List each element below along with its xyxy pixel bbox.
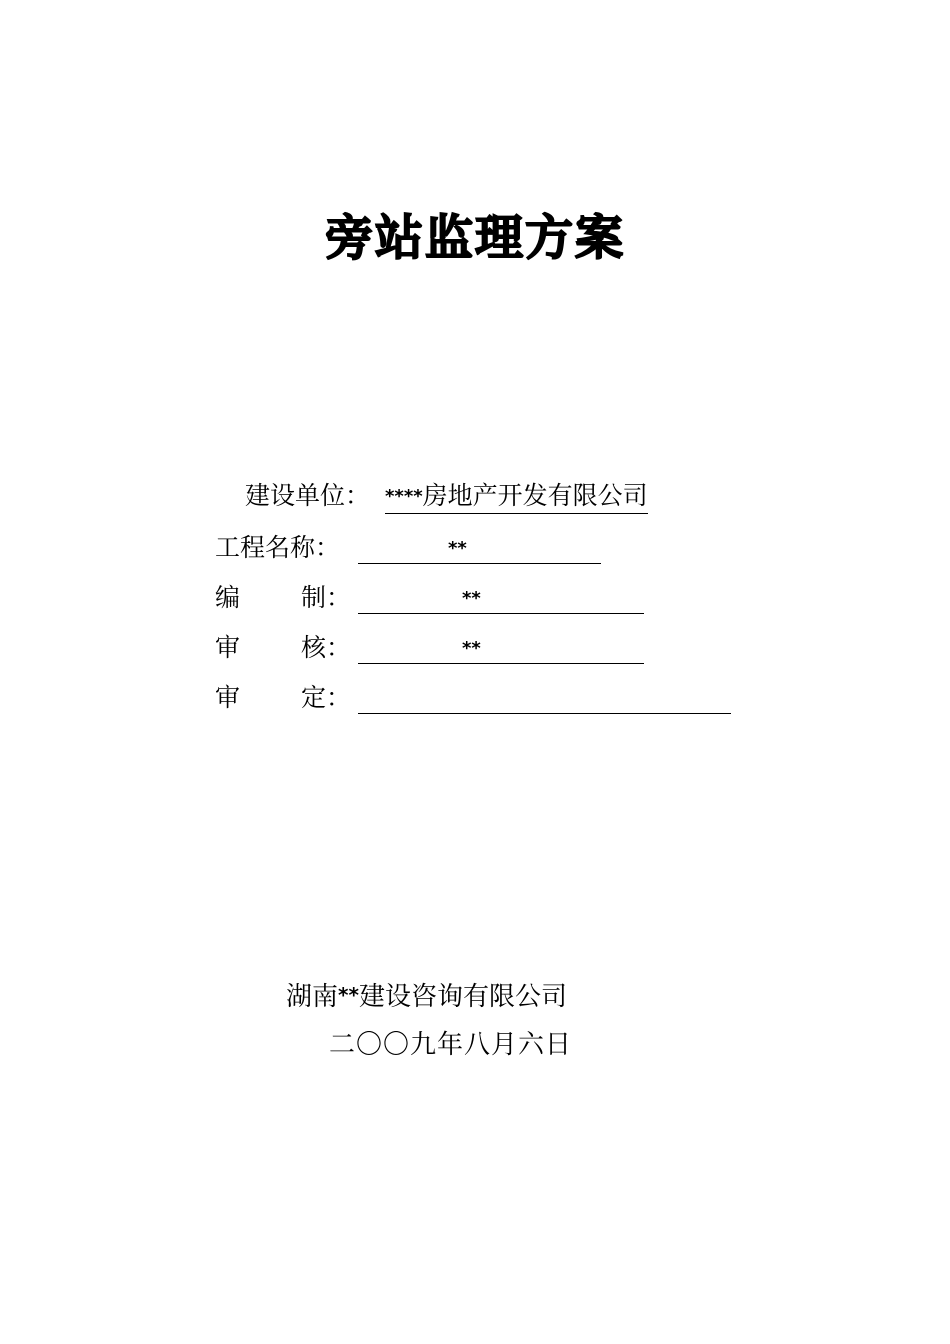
reviewed-by-label-char-2: 核 xyxy=(301,633,327,662)
construction-unit-name: 房地产开发有限公司 xyxy=(422,481,648,510)
issue-date: 二〇〇九年八月六日 xyxy=(329,1030,573,1060)
issuing-company-suffix: 建设咨询有限公司 xyxy=(358,982,567,1012)
prepared-by-row xyxy=(215,583,655,613)
issuing-company xyxy=(286,978,567,1014)
prepared-by-value: ** xyxy=(462,588,481,609)
prepared-by-field xyxy=(358,585,644,614)
approved-by-row xyxy=(215,683,735,713)
reviewed-by-value: ** xyxy=(462,638,481,659)
document-title: 旁站监理方案 xyxy=(324,210,625,266)
issuing-company-stars: ** xyxy=(338,983,359,1007)
project-name-colon: ： xyxy=(315,533,341,562)
construction-unit-colon: ： xyxy=(345,481,371,510)
reviewed-by-colon: ： xyxy=(326,633,352,662)
project-name-label: 工程名称 xyxy=(215,533,316,562)
construction-unit-value xyxy=(385,481,648,514)
approved-by-label-char-1: 审 xyxy=(215,683,241,712)
reviewed-by-label-char-1: 审 xyxy=(215,633,241,662)
construction-unit-stars: **** xyxy=(385,486,423,507)
project-name-field xyxy=(358,535,601,564)
construction-unit-row xyxy=(245,481,725,511)
prepared-by-label-char-1: 编 xyxy=(215,583,241,612)
prepared-by-colon: ： xyxy=(326,583,352,612)
approved-by-field xyxy=(358,685,731,714)
reviewed-by-field xyxy=(358,635,644,664)
reviewed-by-row xyxy=(215,633,655,663)
project-name-row xyxy=(215,533,615,563)
approved-by-label-char-2: 定 xyxy=(301,683,327,712)
approved-by-colon: ： xyxy=(326,683,352,712)
prepared-by-label-char-2: 制 xyxy=(301,583,327,612)
construction-unit-label: 建设单位 xyxy=(245,481,346,510)
issuing-company-prefix: 湖南 xyxy=(286,982,339,1012)
project-name-value: ** xyxy=(448,538,467,559)
